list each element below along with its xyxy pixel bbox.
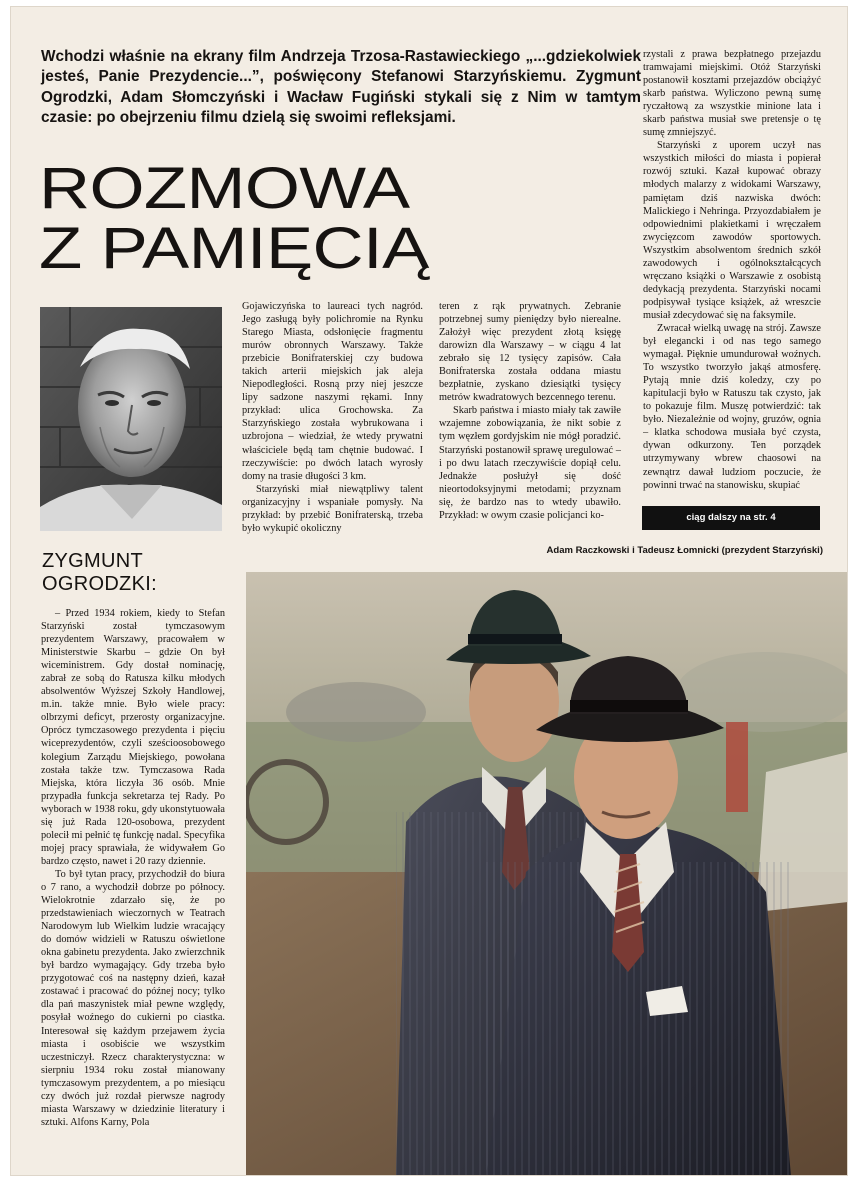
portrait-photo: [40, 307, 222, 531]
column-left: [41, 607, 225, 1173]
headline-line-1: ROZMOWA: [39, 156, 410, 221]
column-middle-right: [439, 300, 621, 538]
film-still-photo: [246, 572, 848, 1176]
paragraph: teren z rąk prywatnych. Zebranie potrzebnej sumy pieniędzy było nierealne. Założył więc prezydent złotą księgę darowizn dla Warszawy – w ciągu 4 lat zebrało się 12 tysięcy zapisów. Cała Bonifraterska została oddana miastu bezpłatnie, zyskano dziesiątki tysięcy metrów kwadratowych bezcennego terenu.: [439, 301, 621, 404]
paragraph: rzystali z prawa bezpłatnego przejazdu tramwajami miejskimi. Otóż Starzyński postanowił kosztami przejazdów obciążyć skarb państwa. Wyliczono pewną sumę ryczałtową za wszystkie minione lata i skarb państwa musiał swe pretensje o tę sumę zmniejszyć.: [643, 49, 821, 139]
speaker-name: [42, 550, 157, 596]
portrait-image: [40, 307, 222, 531]
film-still-image: [246, 572, 848, 1176]
paragraph: Skarb państwa i miasto miały tak zawiłe wzajemne zobowiązania, że nikt sobie z tym węzłem gordyjskim nie mógł poradzić. Starzyński postanowił sprawę uregulować – i po dwu latach rzeczywiście dopiął celu. Jednakże posłużył się dość nieortodoksyjnymi metodami; przyznam się, że bardzo nas to wtedy ubawiło. Przykład: w owym czasie policjanci ko-: [439, 405, 621, 521]
paragraph: – Przed 1934 rokiem, kiedy to Stefan Starzyński został tymczasowym prezydentem Warszawy, pracowałem w Ministerstwie Skarbu – gdzie On był wiceministrem. Gdy dostał nominację, zabrał ze sobą do Ratusza kilku młodych absolwentów Wyższej Szkoły Handlowej, m.in. także mnie. Było wiele pracy: olbrzymi deficyt, przerosty organizacyjne. Oprócz tymczasowego prezydenta i pięciu wiceprezydentów, czyli sześcioosobowego kolegium Zarządu Miejskiego, powołana została także tzw. Tymczasowa Rada Miejska, która liczyła 36 osób. Mnie przypadła funkcja sekretarza tej Rady. Po wyborach w 1938 roku, gdy ukonstytuowała się już Rada 120-osobowa, prezydent polecił mi pełnić tę funkcję nadal. Specyfika mojej pracy sprawiała, że widywałem Go bardzo często, nawet i 20 razy dziennie.: [41, 608, 225, 867]
paragraph: Starzyński miał niewątpliwy talent organizacyjny i wspaniałe pomysły. Na przykład: by przebić Bonifraterską, trzeba było wykupić okoliczny: [242, 483, 423, 534]
speaker-last-name: OGRODZKI:: [42, 573, 157, 595]
article-lead: Wchodzi właśnie na ekrany film Andrzeja Trzosa-Rastawieckiego „...gdziekolwiek jesteś, Panie Prezydencie...”, poświęcony Stefanowi Starzyńskiemu. Zygmunt Ogrodzki, Adam Słomczyński i Wacław Fugiński stykali się z Nim w tamtym czasie: po obejrzeniu filmu dzielą się swoimi refleksjami.: [41, 48, 641, 126]
continued-banner: ciąg dalszy na str. 4: [642, 506, 820, 530]
paragraph: Zwracał wielką uwagę na strój. Zawsze był elegancki i od nas tego samego wymagał. Pięknie umundurował woźnych. To wszystko tworzyło jakąś atmosferę. Pytają mnie dziś koledzy, czy po kapitulacji było w Ratuszu tak czysto, jak to pokazuje film. Muszę potwierdzić: tak było. Niezależnie od wojny, gruzów, ognia – klatka schodowa musiała być czysta, dywan odkurzony. Ten porządek utrzymywany wbrew chaosowi na zewnątrz dawał ludziom poczucie, że powinni trwać na stanowisku, skupiać: [643, 322, 821, 491]
paragraph: Starzyński z uporem uczył nas wszystkich miłości do miasta i popierał rozwój sztuki. Kazał kupować obrazy młodych malarzy z widokami Warszawy, pamiętam dziś nazwiska dwóch: Malickiego i Nehringa. Przyozdabiałem je odpowiednimi plakietkami i wręczałem zwycięzcom zawodów sportowych. Wszystkim absolwentom średnich szkół zawodowych i ogólnokształcących wręczano książki o Warszawie z osobistą dedykacją prezydenta. Starzyński nocami podpisywał tysiące książek, aż wreszcie musiał zdecydować się na faksymile.: [643, 140, 821, 321]
paragraph: Gojawiczyńska to laureaci tych nagród. Jego zasługą były polichromie na Rynku Starego Miasta, odsłonięcie fragmentu murów obronnych Warszawy. Także przebicie Bonifraterskiej czy budowa takich arterii miejskich jak aleja Niepodległości. Rosną przy niej jeszcze lipy sadzone naszymi rękami. Inny przykład: ulica Grochowska. Za Starzyńskiego została wybrukowana i uzbrojona – wiedział, że wtedy prywatni właściciele będą tam chętnie budować. I rzeczywiście: po dwóch latach wyrosły domy na trasie długości 3 km.: [242, 301, 423, 482]
magazine-page: [10, 6, 848, 1176]
speaker-first-name: ZYGMUNT: [42, 550, 143, 572]
paragraph: To był tytan pracy, przychodził do biura o 7 rano, a wychodził dobrze po północy. Wielokrotnie zdarzało się, że po przedstawieniach wieczornych w Teatrach Narodowym lub Wielkim ludzie wracający do domów widzieli w Ratuszu oświetlone okna gabinetu prezydenta. Jako zwierzchnik był bardzo wymagający. Gdy trzeba było przygotować coś na następny dzień, kazał zostawać i pracować do późnej nocy; tylko dla pań maszynistek miał pewne względy, posyłał woźnego do cukierni po ciastka. Interesował się każdym przejawem życia miasta i osobiście we wszystkim uczestniczył. Rzecz charakterystyczna: w sierpniu 1934 roku został mianowany tymczasowym prezydentem, a po miesiącu czy dwóch już rozdał pierwsze nagrody miasta Warszawy w dziedzinie literatury i sztuki. Alfons Karny, Pola: [41, 868, 225, 1128]
headline-line-2: Z PAMIĘCIĄ: [39, 216, 429, 281]
column-middle-left: [242, 300, 423, 538]
article-headline: [39, 156, 429, 281]
column-right: [643, 48, 821, 498]
photo-caption: Adam Raczkowski i Tadeusz Łomnicki (prezydent Starzyński): [546, 545, 823, 556]
